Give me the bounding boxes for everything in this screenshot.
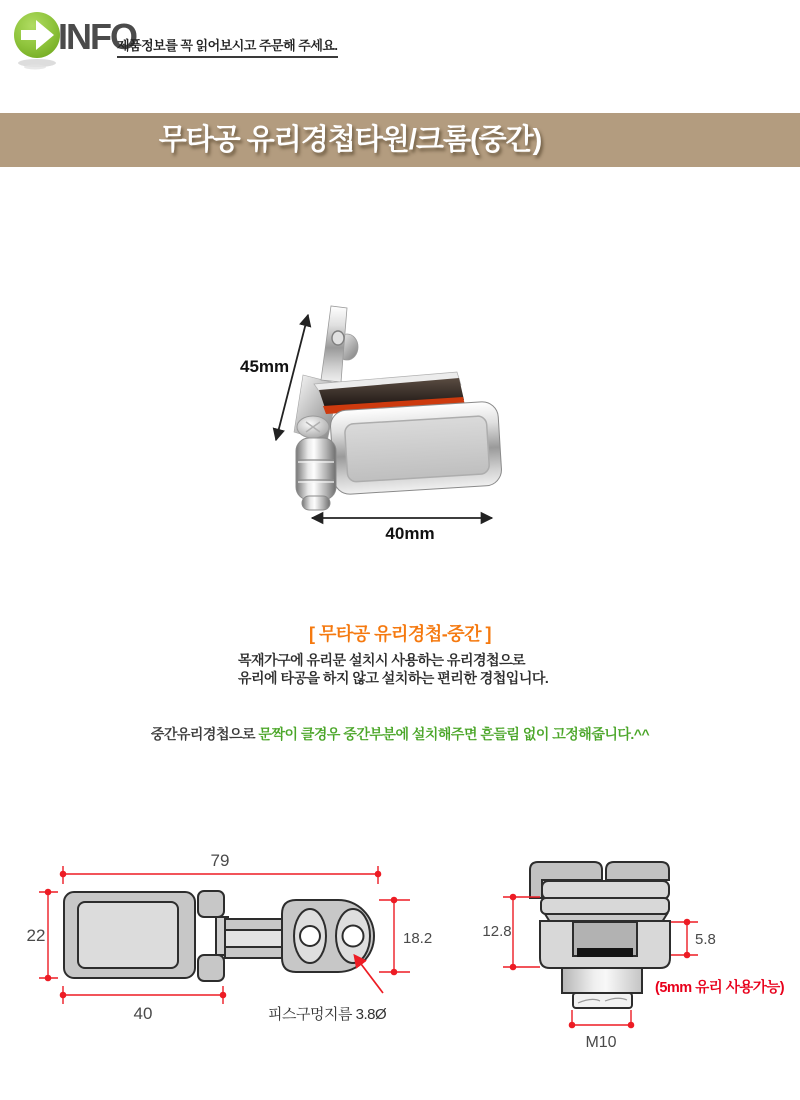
title-banner [0, 113, 800, 167]
top-view-diagram [20, 840, 440, 1045]
description-note [0, 724, 800, 744]
hinge-photo [294, 306, 502, 510]
info-brand-text: INFO [58, 16, 136, 57]
glass-note-text: (5mm 유리 사용가능) [655, 980, 785, 996]
knuckle-block-right [606, 862, 669, 880]
clamp-body-face [78, 902, 178, 968]
description-body [238, 651, 548, 687]
page-title: 무타공 유리경첩타원/크롬(중간) [158, 124, 542, 156]
arm-bottom-bar [225, 947, 283, 958]
tab-screw-hole [332, 331, 344, 345]
height-dim-text: 45mm [240, 357, 290, 376]
dim-plate-height: 18.2 [403, 930, 433, 947]
threaded-boss [562, 968, 642, 993]
hinge-barrel [296, 438, 336, 500]
description-line-1: 목재가구에 유리문 설치시 사용하는 유리경첩으로 [238, 652, 526, 668]
note-prefix: 중간유리경첩으로 [150, 726, 259, 742]
icon-shadow-2 [24, 65, 46, 70]
rubber-pad [577, 948, 633, 957]
screw-hole-label: 피스구멍지름 3.8Ø [268, 1006, 387, 1023]
front-clamp-plate [330, 401, 503, 495]
top-view-figure [20, 840, 440, 1040]
arm-top-bar [225, 919, 283, 930]
dim-total-length: 79 [210, 851, 230, 870]
barrel-foot [302, 496, 330, 510]
knuckle-bottom [198, 955, 224, 981]
dim-body-height: 22 [26, 926, 46, 945]
hinge-photo-figure [220, 290, 540, 550]
side-view-diagram [450, 840, 800, 1060]
screw-hole-right [343, 926, 364, 947]
dim-side-height: 12.8 [482, 923, 512, 940]
screw-hole-pointer-arrow [355, 956, 383, 993]
side-view-part [530, 862, 670, 1008]
knuckle-top [198, 891, 224, 917]
screw-hole-left [300, 926, 320, 946]
upper-plate-1 [542, 881, 669, 899]
dim-jaw-gap: 5.8 [695, 931, 716, 948]
width-dim-text: 40mm [385, 524, 435, 543]
note-highlight: 문짝이 클경우 중간부분에 설치해주면 흔들림 없이 고정해줍니다.^^ [258, 726, 650, 742]
boss-tip [573, 993, 632, 1008]
product-photo [220, 290, 540, 555]
upper-plate-2 [541, 898, 669, 914]
dim-thread-size: M10 [585, 1034, 617, 1051]
info-notice-text: 제품정보를 꼭 읽어보시고 주문해 주세요. [117, 35, 338, 58]
description-line-2: 유리에 타공을 하지 않고 설치하는 편리한 경첩입니다. [238, 670, 549, 686]
top-view-part [64, 891, 374, 981]
dim-body-length: 40 [133, 1004, 153, 1023]
side-view-figure [450, 840, 800, 1055]
description-heading: [ 무타공 유리경첩-중간 ] [309, 624, 491, 644]
